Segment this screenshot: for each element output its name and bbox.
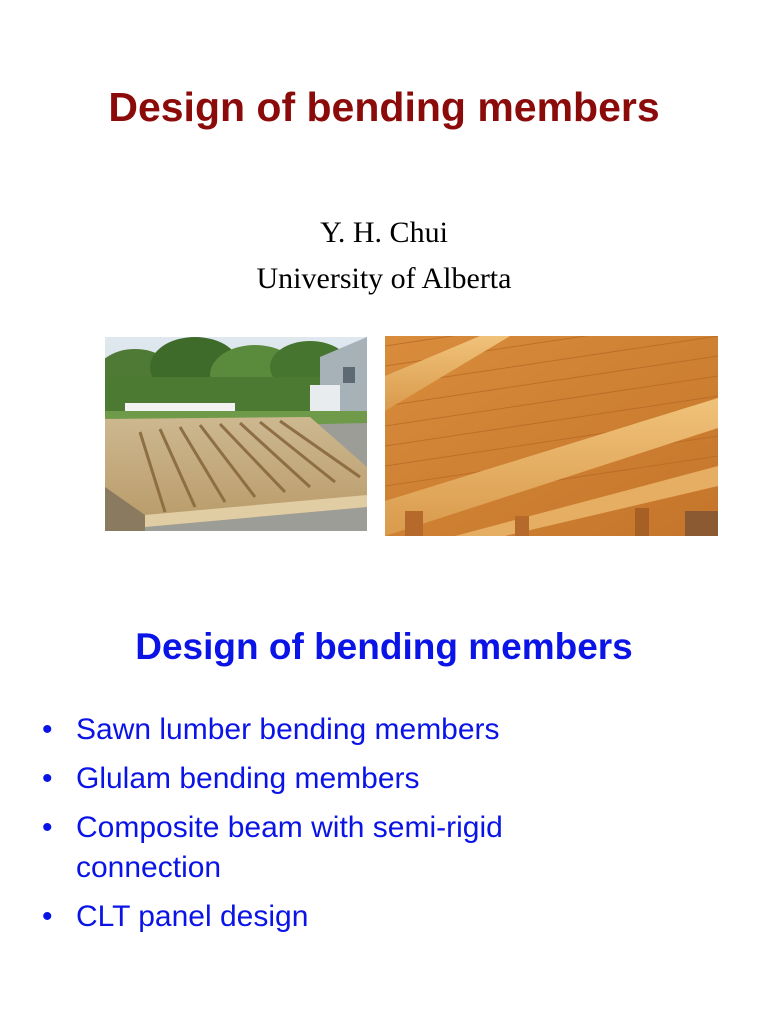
author-block [0,210,768,302]
list-item [42,759,722,799]
timber-ceiling-photo [385,336,718,536]
slide-2 [0,600,768,1024]
floor-joists-photo [105,337,367,531]
bullet-symbol: • [42,713,53,746]
bullet-text: Glulam bending members [76,762,420,795]
author-name: Y. H. Chui [320,216,448,249]
bullet-symbol: • [42,811,53,844]
author-affiliation: University of Alberta [256,262,512,295]
bullet-list [42,710,722,946]
list-item [42,808,636,888]
bullet-text: Composite beam with semi-rigid connection [76,811,503,884]
list-item [42,897,722,937]
bullet-symbol: • [42,762,53,795]
bullet-text: CLT panel design [76,900,309,933]
list-item [42,710,722,750]
slide-1-title: Design of bending members [108,84,660,130]
slide-2-title: Design of bending members [135,626,633,667]
bullet-text: Sawn lumber bending members [76,713,500,746]
bullet-symbol: • [42,900,53,933]
